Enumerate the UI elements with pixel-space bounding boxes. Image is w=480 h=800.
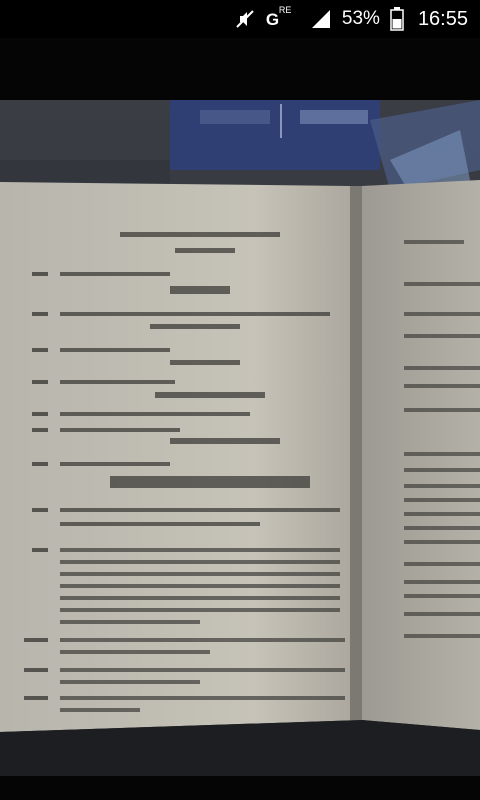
status-icons <box>234 0 468 38</box>
network-sub-label: RE <box>278 5 292 15</box>
network-type-indicator <box>266 4 300 34</box>
clock: 16:55 <box>417 7 468 30</box>
battery-percent: 53% <box>341 8 380 29</box>
battery-icon <box>390 7 404 31</box>
image-viewer[interactable] <box>0 38 480 800</box>
textbook-photo[interactable] <box>0 100 480 776</box>
status-bar <box>0 0 480 38</box>
muted-icon <box>234 8 256 30</box>
textbook-photo-illustration <box>0 100 480 776</box>
signal-icon <box>310 8 332 30</box>
network-label: G <box>265 10 280 29</box>
